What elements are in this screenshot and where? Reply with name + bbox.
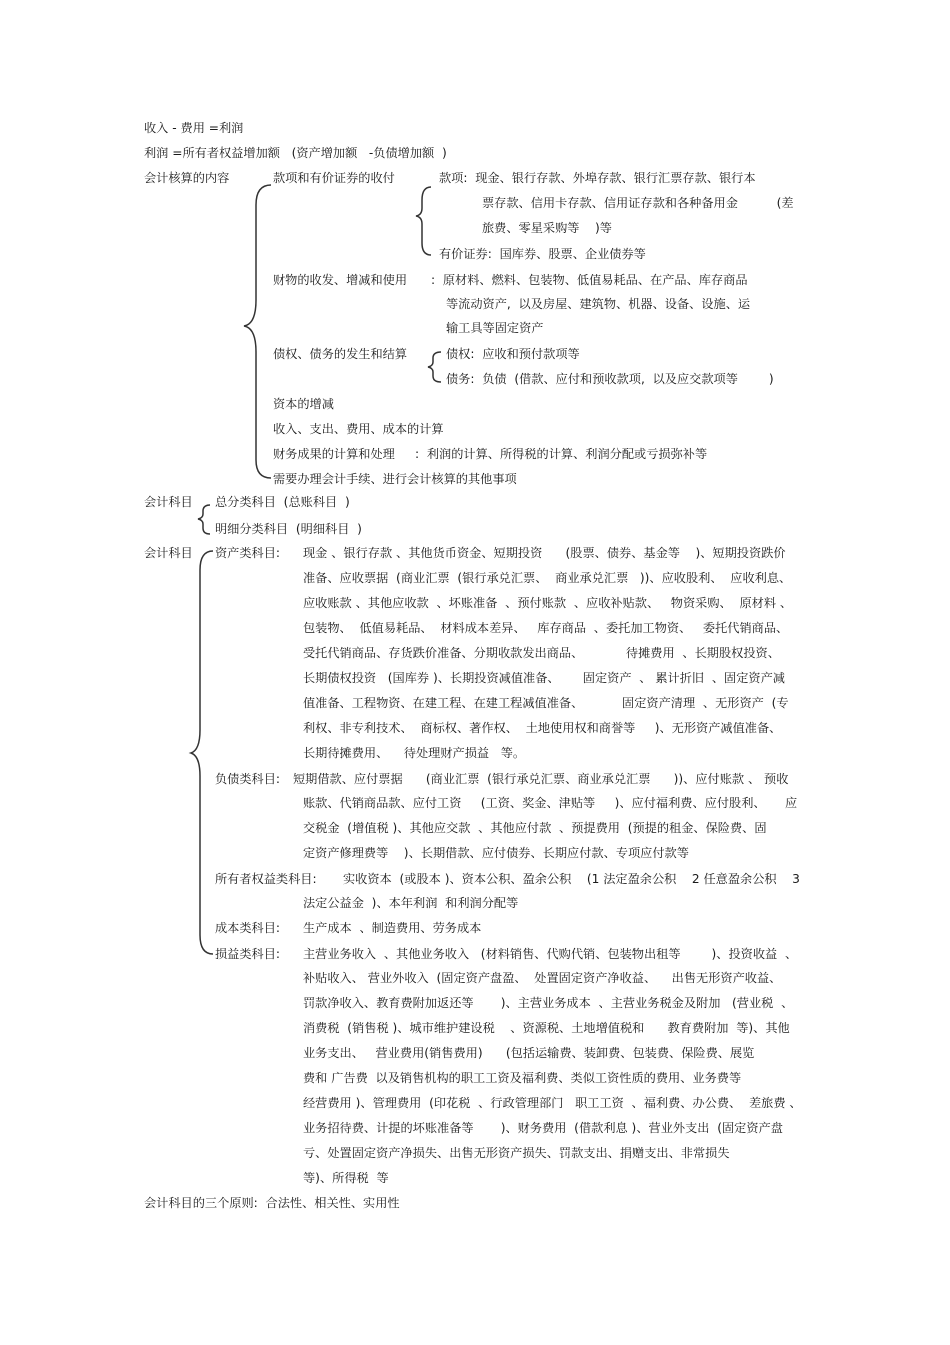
asset-line: 现金 、银行存款 、其他货币资金、短期投资 (股票、债券、基金等 )、短期投资跌价 bbox=[303, 546, 786, 560]
item-securities: 有价证券: 国库券、股票、企业债券等 bbox=[439, 247, 646, 261]
brace-subject-levels bbox=[198, 505, 210, 534]
asset-line: 长期待摊费用、 待处理财产损益 等。 bbox=[303, 746, 526, 760]
principles-line: 会计科目的三个原则: 合法性、相关性、实用性 bbox=[144, 1196, 400, 1210]
item-income-calc: 收入、支出、费用、成本的计算 bbox=[273, 422, 444, 436]
profit-loss-line: 等)、所得税 等 bbox=[303, 1171, 389, 1185]
profit-loss-line: 补贴收入、 营业外收入 (固定资产盘盈、 处置固定资产净收益、 出售无形资产收益、 bbox=[303, 971, 782, 985]
item-payments-line-2: 票存款、信用卡存款、信用证存款和各种备用金 (差 bbox=[482, 196, 794, 210]
asset-line: 应收账款 、其他应收款 、坏账准备 、预付账款 、应收补贴款、 物资采购、 原材料 、 bbox=[303, 596, 793, 610]
liability-line: 交税金 (增值税 )、其他应交款 、其他应付款 、预提费用 (预提的租金、保险费、固 bbox=[303, 821, 767, 835]
profit-loss-title: 损益类科目: bbox=[215, 947, 281, 961]
cost-title: 成本类科目: bbox=[215, 921, 281, 935]
formula-equity: 利润 =所有者权益增加额 (资产增加额 -负债增加额 ) bbox=[144, 146, 447, 160]
liability-line: 定资产修理费等 )、长期借款、应付债券、长期应付款、专项应付款等 bbox=[303, 846, 689, 860]
liability-title: 负债类科目: bbox=[215, 772, 281, 786]
profit-loss-line: 罚款净收入、教育费附加返还等 )、主营业务成本 、主营业务税金及附加 (营业税 、 bbox=[303, 996, 794, 1010]
item-claims-debt: 债务: 负债 (借款、应付和预收款项, 以及应交款项等 ) bbox=[446, 372, 774, 386]
asset-line: 受托代销商品、存货跌价准备、分期收款发出商品、 待摊费用 、长期股权投资、 bbox=[303, 646, 780, 660]
profit-loss-line: 主营业务收入 、其他业务收入 (材料销售、代购代销、包装物出租等 )、投资收益 、 bbox=[303, 947, 798, 961]
item-results-body: : 利润的计算、所得税的计算、利润分配或亏损弥补等 bbox=[415, 447, 708, 461]
item-property-line-2: 等流动资产, 以及房屋、建筑物、机器、设备、设施、运 bbox=[446, 297, 751, 311]
item-other: 需要办理会计手续、进行会计核算的其他事项 bbox=[273, 472, 517, 486]
subject-general: 总分类科目 (总账科目 ) bbox=[215, 495, 350, 509]
equity-title: 所有者权益类科目: bbox=[215, 872, 317, 886]
item-claims-title: 债权、债务的发生和结算 bbox=[273, 347, 408, 361]
item-capital: 资本的增减 bbox=[273, 397, 334, 411]
subject-detail: 明细分类科目 (明细科目 ) bbox=[215, 522, 362, 536]
profit-loss-line: 费和 广告费 以及销售机构的职工工资及福利费、类似工资性质的费用、业务费等 bbox=[303, 1071, 742, 1085]
item-results-title: 财务成果的计算和处理 bbox=[273, 447, 395, 461]
item-claims-credit: 债权: 应收和预付款项等 bbox=[446, 347, 580, 361]
liability-line: 短期借款、应付票据 (商业汇票 (银行承兑汇票、商业承兑汇票 ))、应付账款 、 预收 bbox=[293, 772, 789, 786]
asset-line: 长期债权投资 (国库券 )、长期投资减值准备、 固定资产 、 累计折旧 、固定资产减 bbox=[303, 671, 785, 685]
profit-loss-line: 经营费用 )、管理费用 (印花税 、行政管理部门 职工工资 、福利费、办公费、 差旅费 、 bbox=[303, 1096, 802, 1110]
brace-accounting-content bbox=[244, 185, 271, 478]
brace-payment-types bbox=[416, 187, 431, 255]
formula-profit: 收入 - 费用 =利润 bbox=[144, 121, 244, 135]
item-property-line-3: 输工具等固定资产 bbox=[446, 321, 544, 335]
asset-line: 包装物、 低值易耗品、 材料成本差异、 库存商品 、委托加工物资、 委托代销商品、 bbox=[303, 621, 789, 635]
asset-line: 准备、应收票据 (商业汇票 (银行承兑汇票、 商业承兑汇票 ))、应收股利、 应收利息、 bbox=[303, 571, 792, 585]
profit-loss-line: 亏、处置固定资产净损失、出售无形资产损失、罚款支出、捐赠支出、非常损失 bbox=[303, 1146, 730, 1160]
profit-loss-line: 业务支出、 营业费用(销售费用) (包括运输费、装卸费、包装费、保险费、展览 bbox=[303, 1046, 755, 1060]
profit-loss-line: 业务招待费、计提的坏账准备等 )、财务费用 (借款利息 )、营业外支出 (固定资产盘 bbox=[303, 1121, 783, 1135]
asset-line: 利权、非专利技术、 商标权、著作权、 土地使用权和商誉等 )、无形资产减值准备、 bbox=[303, 721, 782, 735]
section-title-accounting-content: 会计核算的内容 bbox=[144, 171, 230, 185]
liability-line: 账款、代销商品款、应付工资 (工资、奖金、津贴等 )、应付福利费、应付股利、 应 bbox=[303, 796, 798, 810]
brace-claims bbox=[428, 352, 441, 382]
item-payments-line-3: 旅费、零星采购等 )等 bbox=[482, 221, 612, 235]
profit-loss-line: 消费税 (销售税 )、城市维护建设税 、资源税、土地增值税和 教育费附加 等)、其他 bbox=[303, 1021, 790, 1035]
item-property-title: 财物的收发、增减和使用 bbox=[273, 273, 408, 287]
section-title-subject-categories: 会计科目 bbox=[144, 546, 193, 560]
item-property-line-1: : 原材料、燃料、包装物、低值易耗品、在产品、库存商品 bbox=[431, 273, 748, 287]
equity-line: 法定公益金 )、本年利润 和利润分配等 bbox=[303, 896, 519, 910]
cost-line: 生产成本 、制造费用、劳务成本 bbox=[303, 921, 482, 935]
item-payments-line-1: 款项: 现金、银行存款、外埠存款、银行汇票存款、银行本 bbox=[439, 171, 756, 185]
asset-title: 资产类科目: bbox=[215, 546, 281, 560]
asset-line: 值准备、工程物资、在建工程、在建工程减值准备、 固定资产清理 、无形资产 (专 bbox=[303, 696, 789, 710]
item-payments-title: 款项和有价证券的收付 bbox=[273, 171, 395, 185]
brace-subject-categories bbox=[191, 551, 213, 954]
section-title-subjects: 会计科目 bbox=[144, 495, 193, 509]
equity-line: 实收资本 (或股本 )、资本公积、盈余公积 (1 法定盈余公积 2 任意盈余公积 3 bbox=[343, 872, 800, 886]
